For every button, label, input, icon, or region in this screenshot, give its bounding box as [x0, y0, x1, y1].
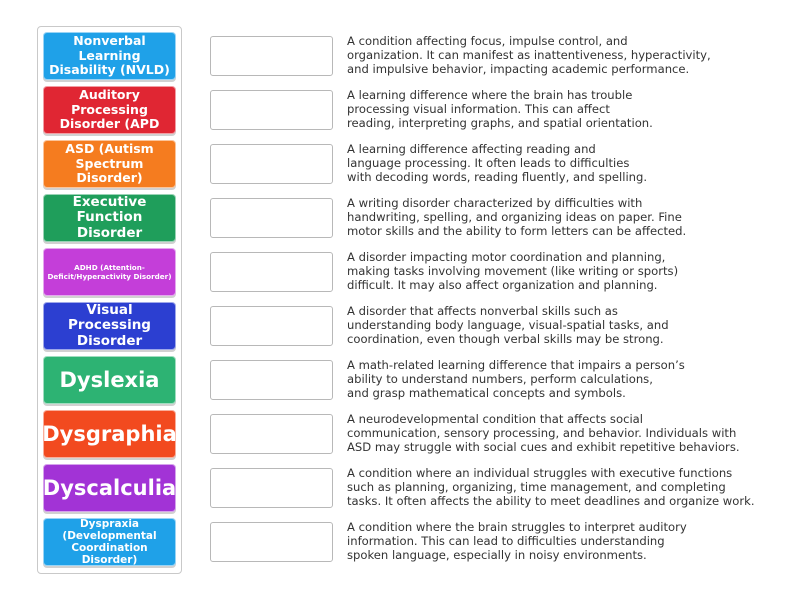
drop-slot-6[interactable] — [210, 306, 333, 346]
tile-label: Dyspraxia (Developmental Coordination Disorder) — [62, 518, 157, 566]
tile-label: Dyscalculia — [42, 475, 177, 500]
drop-slot-8[interactable] — [210, 414, 333, 454]
description-5: A disorder impacting motor coordination and planning, making tasks involving movement (like writing or sports) difficult. It may also affect organization and planning. — [347, 250, 679, 292]
description-8: A neurodevelopmental condition that affects social communication, sensory processing, and behavior. Individuals with ASD may struggle with social cues and exhibit repetitive behaviors. — [347, 412, 740, 454]
tile-label: Executive Function Disorder — [72, 193, 147, 241]
drop-slot-4[interactable] — [210, 198, 333, 238]
tile-label: Dysgraphia — [42, 421, 177, 446]
tile-dyscalculia[interactable] — [43, 464, 176, 512]
tile-adhd[interactable] — [43, 248, 176, 296]
drop-slot-9[interactable] — [210, 468, 333, 508]
description-2: A learning difference where the brain has trouble processing visual information. This can affect reading, interpreting graphs, and spatial orientation. — [347, 88, 653, 130]
tile-asd[interactable] — [43, 140, 176, 188]
drop-slot-7[interactable] — [210, 360, 333, 400]
tile-visual-processing[interactable] — [43, 302, 176, 350]
tile-dyspraxia[interactable] — [43, 518, 176, 566]
tile-executive-function[interactable] — [43, 194, 176, 242]
tile-label: Visual Processing Disorder — [68, 301, 151, 349]
tile-dyslexia[interactable] — [43, 356, 176, 404]
tile-label: ADHD (Attention-Deficit/Hyperactivity Disorder) — [47, 263, 172, 281]
drop-slot-1[interactable] — [210, 36, 333, 76]
drop-slot-2[interactable] — [210, 90, 333, 130]
description-7: A math-related learning difference that impairs a person’s ability to understand numbers, perform calculations, and grasp mathematical concepts and symbols. — [347, 358, 685, 400]
description-3: A learning difference affecting reading and language processing. It often leads to difficulties with decoding words, reading fluently, and spelling. — [347, 142, 648, 184]
tile-label: ASD (Autism Spectrum Disorder) — [65, 141, 154, 186]
tile-label: Dyslexia — [59, 367, 160, 392]
description-1: A condition affecting focus, impulse control, and organization. It can manifest as inattentiveness, hyperactivity, and impulsive behavior, impacting academic performance. — [347, 34, 711, 76]
description-9: A condition where an individual struggles with executive functions such as planning, organizing, time management, and completing tasks. It often affects the ability to meet deadlines and organize work. — [347, 466, 755, 508]
description-4: A writing disorder characterized by difficulties with handwriting, spelling, and organizing ideas on paper. Fine motor skills and the ability to form letters can be affected. — [347, 196, 687, 238]
tile-dysgraphia[interactable] — [43, 410, 176, 458]
description-10: A condition where the brain struggles to interpret auditory information. This can lead to difficulties understanding spoken language, especially in noisy environments. — [347, 520, 687, 562]
drop-slot-10[interactable] — [210, 522, 333, 562]
description-6: A disorder that affects nonverbal skills such as understanding body language, visual-spatial tasks, and coordination, even though verbal skills may be strong. — [347, 304, 669, 346]
tile-label: Auditory Processing Disorder (APD — [59, 87, 160, 132]
drop-slot-3[interactable] — [210, 144, 333, 184]
drop-slot-5[interactable] — [210, 252, 333, 292]
tile-apd[interactable] — [43, 86, 176, 134]
tile-nvld[interactable] — [43, 32, 176, 80]
tile-label: Nonverbal Learning Disability (NVLD) — [49, 33, 170, 78]
